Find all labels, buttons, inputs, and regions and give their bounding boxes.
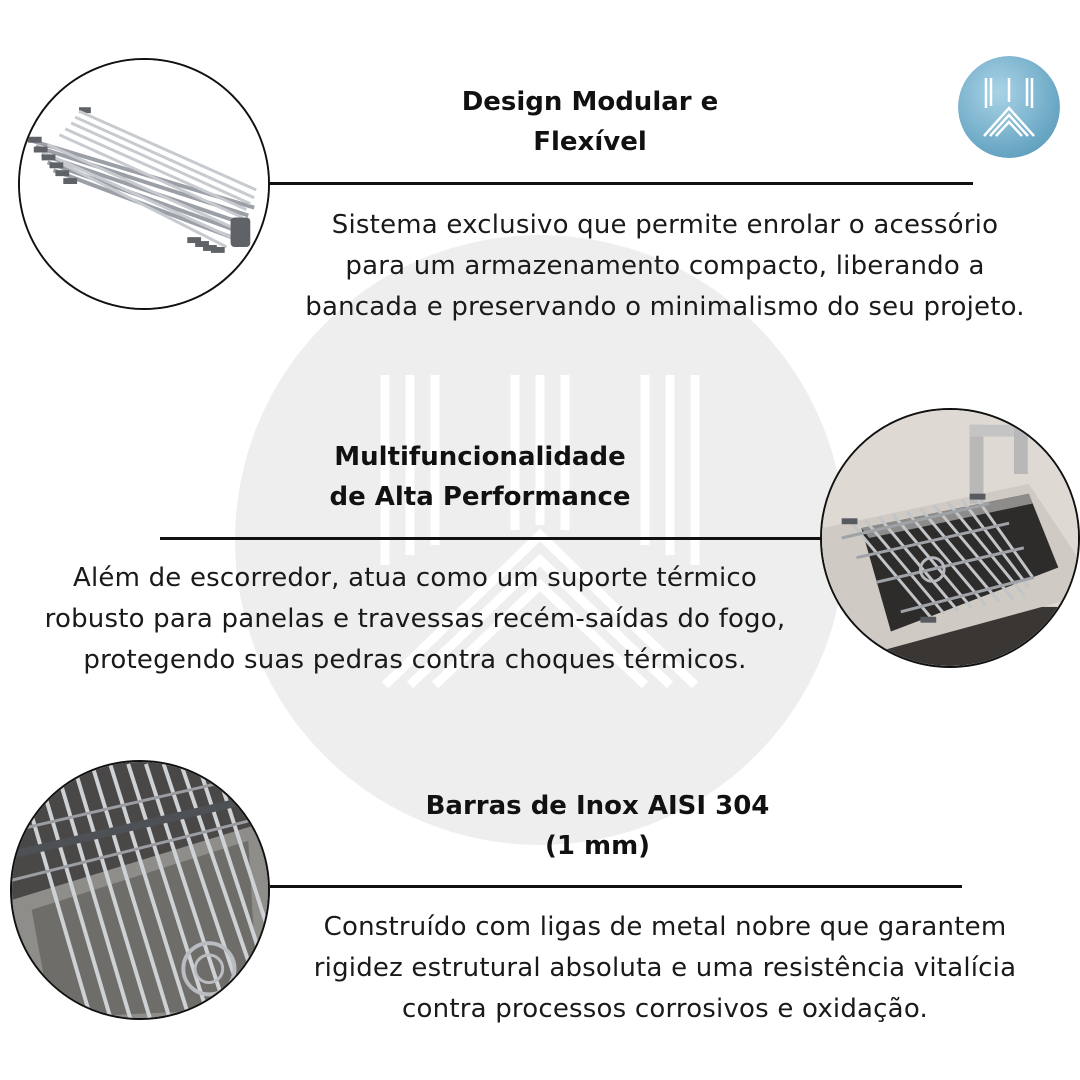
steel-bars-closeup-photo [10, 760, 270, 1020]
brand-monogram-icon [958, 56, 1060, 158]
section-3-description [250, 907, 1080, 1030]
section-1-description [250, 205, 1080, 328]
section-2-description [0, 558, 830, 681]
section-2-body-line-2: robusto para panelas e travessas recém-saídas do fogo, [44, 604, 786, 634]
section-2-divider [160, 537, 825, 540]
section-1-title [400, 82, 780, 162]
section-3-body-line-3: contra processos corrosivos e oxidação. [402, 994, 928, 1024]
section-3-body-line-2: rigidez estrutural absoluta e uma resistência vitalícia [313, 953, 1017, 983]
section-2-title-line-1: Multifuncionalidade [334, 442, 626, 472]
section-2-title [300, 437, 660, 517]
section-1-title-line-1: Design Modular e [461, 87, 719, 117]
rolled-rack-photo [18, 58, 270, 310]
section-1-title-line-2: Flexível [533, 127, 647, 157]
section-3-divider [270, 885, 962, 888]
section-1-body-line-2: para um armazenamento compacto, liberando a [345, 251, 985, 281]
section-2-title-line-2: de Alta Performance [329, 482, 631, 512]
section-3-title-line-2: (1 mm) [544, 831, 651, 861]
section-1-divider [270, 182, 973, 185]
section-3-title [400, 786, 795, 866]
section-3-body-line-1: Construído com ligas de metal nobre que garantem [323, 912, 1007, 942]
section-2-body-line-1: Além de escorredor, atua como um suporte térmico [72, 563, 757, 593]
section-1-body-line-3: bancada e preservando o minimalismo do seu projeto. [305, 292, 1025, 322]
section-3-title-line-1: Barras de Inox AISI 304 [425, 791, 770, 821]
sink-with-rack-photo [820, 408, 1080, 668]
section-2-body-line-3: protegendo suas pedras contra choques térmicos. [83, 645, 747, 675]
section-1-body-line-1: Sistema exclusivo que permite enrolar o acessório [331, 210, 999, 240]
